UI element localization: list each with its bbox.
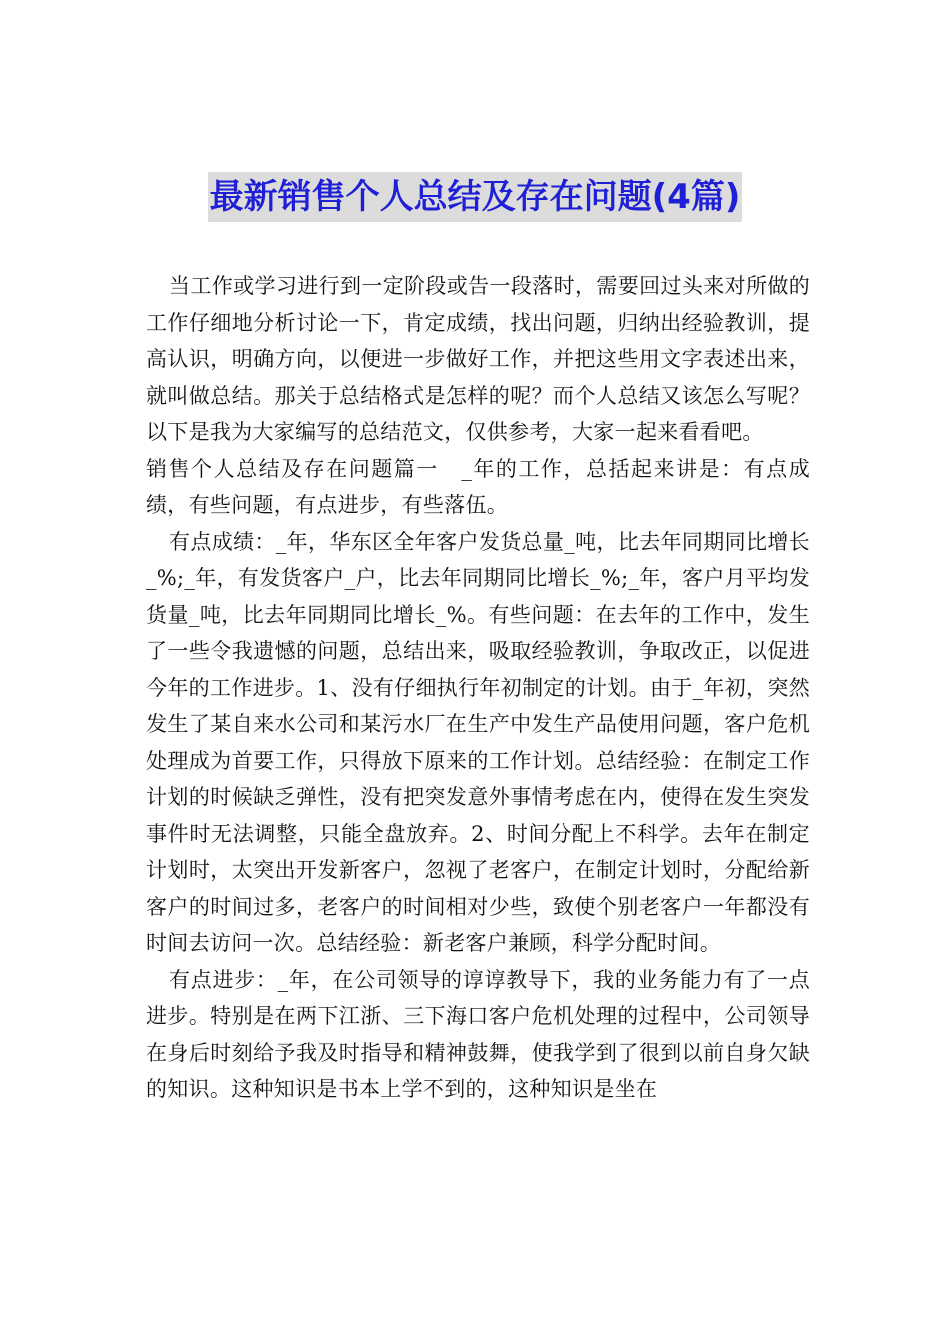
title-container <box>0 172 950 222</box>
document-title: 最新销售个人总结及存在问题(4篇) <box>208 172 743 222</box>
paragraph-achievements: 有点成绩：_年，华东区全年客户发货总量_吨，比去年同期同比增长_%;_年，有发货客户_户，比去年同期同比增长_%;_年，客户月平均发货量_吨，比去年同期同比增长_%。有些问题：在去年的工作中，发生了一些令我遗憾的问题，总结出来，吸取经验教训，争取改正，以促进今年的工作进步。1、没有仔细执行年初制定的计划。由于_年初，突然发生了某自来水公司和某污水厂在生产中发生产品使用问题，客户危机处理成为首要工作，只得放下原来的工作计划。总结经验：在制定工作计划的时候缺乏弹性，没有把突发意外事情考虑在内，使得在发生突发事件时无法调整，只能全盘放弃。2、时间分配上不科学。去年在制定计划时，太突出开发新客户，忽视了老客户，在制定计划时，分配给新客户的时间过多，老客户的时间相对少些，致使个别老客户一年都没有时间去访问一次。总结经验：新老客户兼顾，科学分配时间。 <box>146 529 810 955</box>
document-body <box>146 268 810 1108</box>
paragraph-intro: 当工作或学习进行到一定阶段或告一段落时，需要回过头来对所做的工作仔细地分析讨论一下，肯定成绩，找出问题，归纳出经验教训，提高认识，明确方向，以便进一步做好工作，并把这些用文字表述出来，就叫做总结。那关于总结格式是怎样的呢？而个人总结又该怎么写呢？以下是我为大家编写的总结范文，仅供参考，大家一起来看看吧。 <box>146 274 810 444</box>
paragraph-section-one: 销售个人总结及存在问题篇一 _年的工作，总括起来讲是：有点成绩，有些问题，有点进步，有些落伍。 <box>146 456 810 517</box>
paragraph-progress: 有点进步：_年，在公司领导的谆谆教导下，我的业务能力有了一点进步。特别是在两下江浙、三下海口客户危机处理的过程中，公司领导在身后时刻给予我及时指导和精神鼓舞，使我学到了很到以前自身欠缺的知识。这种知识是书本上学不到的，这种知识是坐在 <box>146 967 810 1101</box>
